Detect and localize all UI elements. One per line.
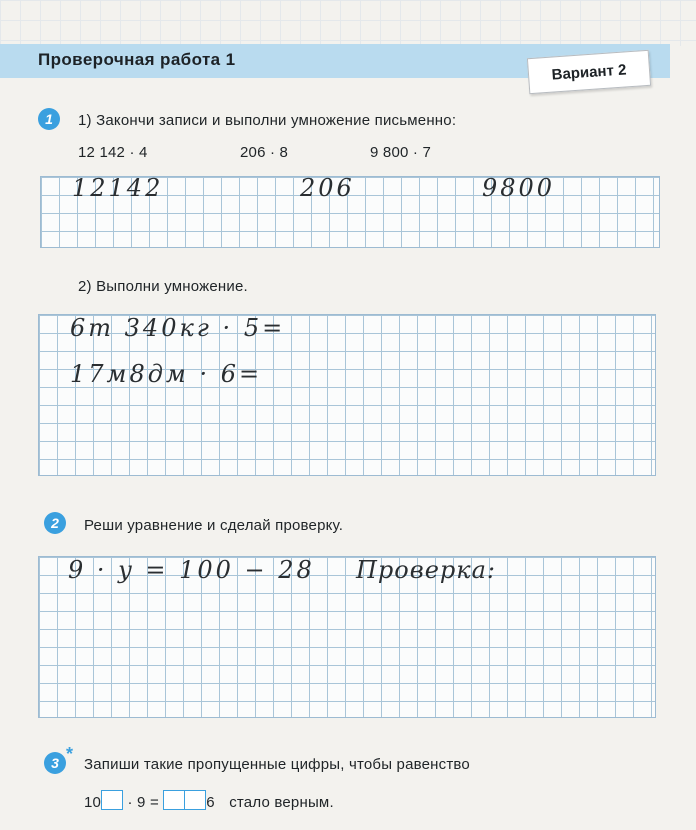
handwritten-expression-2: 17м8дм · 6= — [70, 360, 263, 388]
handwritten-number-1: 12142 — [72, 174, 164, 202]
handwritten-expression-1: 6т 340кг · 5= — [70, 314, 286, 342]
task1-part2-text: 2) Выполни умножение. — [78, 278, 248, 295]
expression-1: 12 142 · 4 — [78, 144, 148, 161]
expression-2: 206 · 8 — [240, 144, 289, 161]
equation-part-b: · 9 = — [127, 794, 159, 811]
task-number-badge: 3 — [44, 752, 66, 774]
variant-tag: Вариант 2 — [527, 50, 651, 94]
handwritten-equation: 9 · y = 100 − 28 — [68, 556, 315, 584]
star-icon: * — [66, 744, 74, 764]
task3-text-line2 — [84, 790, 334, 811]
background-grid — [0, 0, 696, 46]
missing-digit-box[interactable] — [163, 790, 185, 810]
task3-text-line1: Запиши такие пропущенные цифры, чтобы равенство — [84, 756, 470, 773]
task-number-badge: 2 — [44, 512, 66, 534]
equation-part-a: 10 — [84, 794, 102, 811]
missing-digit-box[interactable] — [101, 790, 123, 810]
equation-part-c: 6 — [206, 794, 215, 811]
task2-text: Реши уравнение и сделай проверку. — [84, 517, 344, 534]
task-number-badge: 1 — [38, 108, 60, 130]
task1-part1-text: 1) Закончи записи и выполни умножение письменно: — [78, 112, 457, 129]
handwritten-check-label: Проверка: — [356, 556, 497, 584]
missing-digit-box[interactable] — [184, 790, 206, 810]
page-title: Проверочная работа 1 — [38, 50, 236, 69]
handwritten-number-2: 206 — [300, 174, 355, 202]
expression-3: 9 800 · 7 — [370, 144, 432, 161]
equation-part-d: стало верным. — [229, 794, 334, 811]
handwritten-number-3: 9800 — [482, 174, 556, 202]
